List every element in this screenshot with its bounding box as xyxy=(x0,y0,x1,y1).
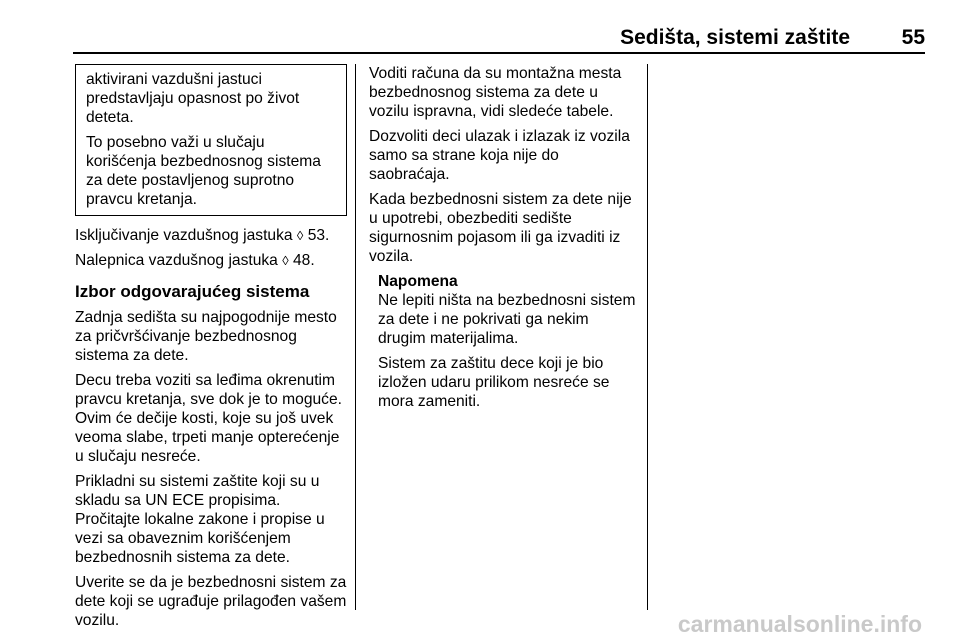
reference-page: 53. xyxy=(307,227,330,244)
warning-box xyxy=(75,64,347,216)
paragraph: Kada bezbednosni sistem za dete nije u upotrebi, obezbediti sedište sigurnosnim pojasom ili ga izvaditi iz vozila. xyxy=(369,191,632,265)
page-header xyxy=(73,24,925,54)
warning-text-2: To posebno važi u slučaju korišćenja bezbednosnog sistema za dete postavljenog suprotno pravcu kretanja. xyxy=(86,134,321,208)
left-column xyxy=(75,64,347,636)
paragraph: Decu treba voziti sa leđima okrenutim pravcu kretanja, sve dok je to moguće. Ovim će dečije kosti, koje su još uvek veoma slabe, trpeti manje opterećenje u slučaju nesreće. xyxy=(75,372,342,465)
reference-text: Isključivanje vazdušnog jastuka xyxy=(75,227,293,244)
paragraph: Prikladni su sistemi zaštite koji su u skladu sa UN ECE propisima. Pročitajte lokalne zakone i propise u vezi sa obaveznim korišćenjem bezbednosnih sistema za dete. xyxy=(75,473,325,566)
page-number: 55 xyxy=(901,26,925,49)
paragraph: Uverite se da je bezbednosni sistem za dete koji se ugrađuje prilagođen vašem vozilu. xyxy=(75,574,347,629)
reference-text: Nalepnica vazdušnog jastuka xyxy=(75,252,278,269)
right-column xyxy=(369,64,637,417)
page-title: Sedišta, sistemi zaštite xyxy=(620,26,850,49)
page-reference-icon: ◊ xyxy=(296,228,304,243)
paragraph: Zadnja sedišta su najpogodnije mesto za pričvršćivanje bezbednosnog sistema za dete. xyxy=(75,309,337,364)
column-divider-left xyxy=(355,64,356,610)
reference-page: 48. xyxy=(292,252,315,269)
warning-text-1: aktivirani vazdušni jastuci predstavljaju opasnost po život deteta. xyxy=(86,71,300,126)
column-divider-right xyxy=(647,64,648,610)
cross-reference-airbag-deactivation[interactable] xyxy=(75,226,347,245)
cross-reference-airbag-label[interactable] xyxy=(75,251,347,270)
section-heading: Izbor odgovarajućeg sistema xyxy=(75,282,310,301)
page-reference-icon: ◊ xyxy=(282,253,289,268)
paragraph: Dozvoliti deci ulazak i izlazak iz vozila samo sa strane koja nije do saobraćaja. xyxy=(369,128,630,183)
watermark: carmanualsonline.info xyxy=(677,611,922,637)
note-text-2: Sistem za zaštitu dece koji je bio izložen udaru prilikom nesreće se mora zameniti. xyxy=(378,355,610,410)
note-block xyxy=(378,272,637,411)
paragraph: Voditi računa da su montažna mesta bezbednosnog sistema za dete u vozilu ispravna, vidi sledeće tabele. xyxy=(369,65,622,120)
note-label: Napomena xyxy=(378,273,458,290)
note-text-1: Ne lepiti ništa na bezbednosni sistem za dete i ne pokrivati ga nekim drugim materijalima. xyxy=(378,292,636,347)
